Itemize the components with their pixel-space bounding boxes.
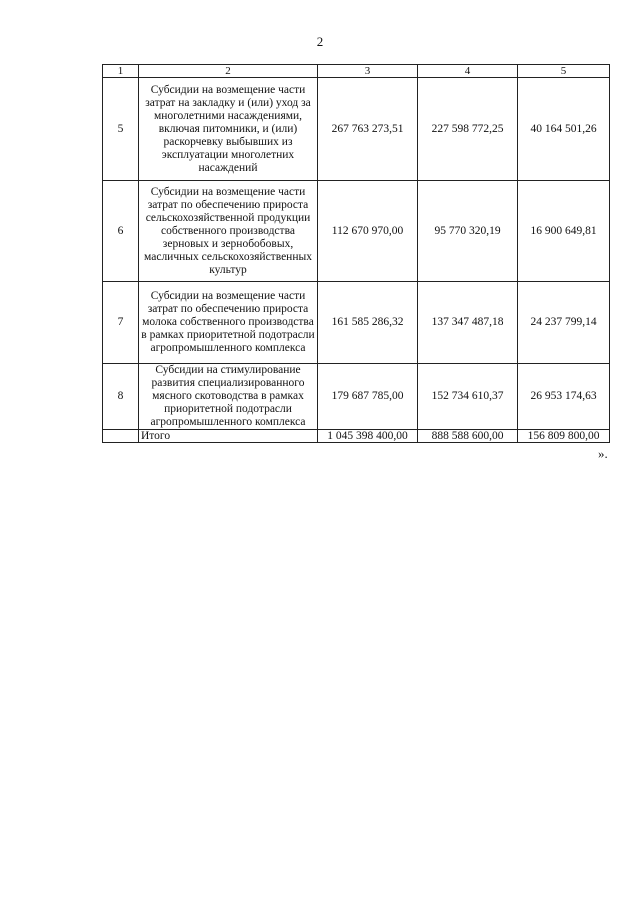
table-row [103, 364, 610, 430]
total-empty-cell [103, 430, 139, 443]
row-value-cell: 40 164 501,26 [518, 78, 610, 181]
total-value-cell: 1 045 398 400,00 [318, 430, 418, 443]
row-value-cell: 112 670 970,00 [318, 181, 418, 282]
closing-quote-mark: ». [598, 446, 608, 461]
row-value-cell: 227 598 772,25 [418, 78, 518, 181]
row-number-cell: 5 [103, 78, 139, 181]
row-name-cell: Субсидии на возмещение части затрат по обеспечению прироста сельскохозяйственной продукции собственного производства зерновых и зернобобовых, масличных сельскохозяйственных культур [139, 181, 318, 282]
table-row [103, 282, 610, 364]
total-value-cell: 888 588 600,00 [418, 430, 518, 443]
row-value-cell: 16 900 649,81 [518, 181, 610, 282]
page-number: 2 [316, 34, 324, 49]
row-name-cell: Субсидии на стимулирование развития специализированного мясного скотоводства в рамках приоритетной подотрасли агропромышленного комплекса [139, 364, 318, 430]
table-row [103, 78, 610, 181]
header-cell: 5 [518, 65, 610, 78]
header-cell: 1 [103, 65, 139, 78]
header-cell: 3 [318, 65, 418, 78]
row-number-cell: 8 [103, 364, 139, 430]
row-value-cell: 95 770 320,19 [418, 181, 518, 282]
row-number-cell: 6 [103, 181, 139, 282]
row-value-cell: 179 687 785,00 [318, 364, 418, 430]
subsidies-table [102, 64, 610, 443]
header-cell: 4 [418, 65, 518, 78]
table-header-row [103, 65, 610, 78]
row-name-cell: Субсидии на возмещение части затрат на закладку и (или) уход за многолетними насаждениями, включая питомники, и (или) раскорчевку выбывших из эксплуатации многолетних насаждений [139, 78, 318, 181]
table-row [103, 181, 610, 282]
row-value-cell: 26 953 174,63 [518, 364, 610, 430]
row-value-cell: 137 347 487,18 [418, 282, 518, 364]
row-value-cell: 24 237 799,14 [518, 282, 610, 364]
total-label: Итого [139, 430, 318, 443]
row-number-cell: 7 [103, 282, 139, 364]
header-cell: 2 [139, 65, 318, 78]
row-value-cell: 267 763 273,51 [318, 78, 418, 181]
row-name-cell: Субсидии на возмещение части затрат по обеспечению прироста молока собственного производства в рамках приоритетной подотрасли агропромышленного комплекса [139, 282, 318, 364]
row-value-cell: 161 585 286,32 [318, 282, 418, 364]
total-value-cell: 156 809 800,00 [518, 430, 610, 443]
total-row [103, 430, 610, 443]
row-value-cell: 152 734 610,37 [418, 364, 518, 430]
